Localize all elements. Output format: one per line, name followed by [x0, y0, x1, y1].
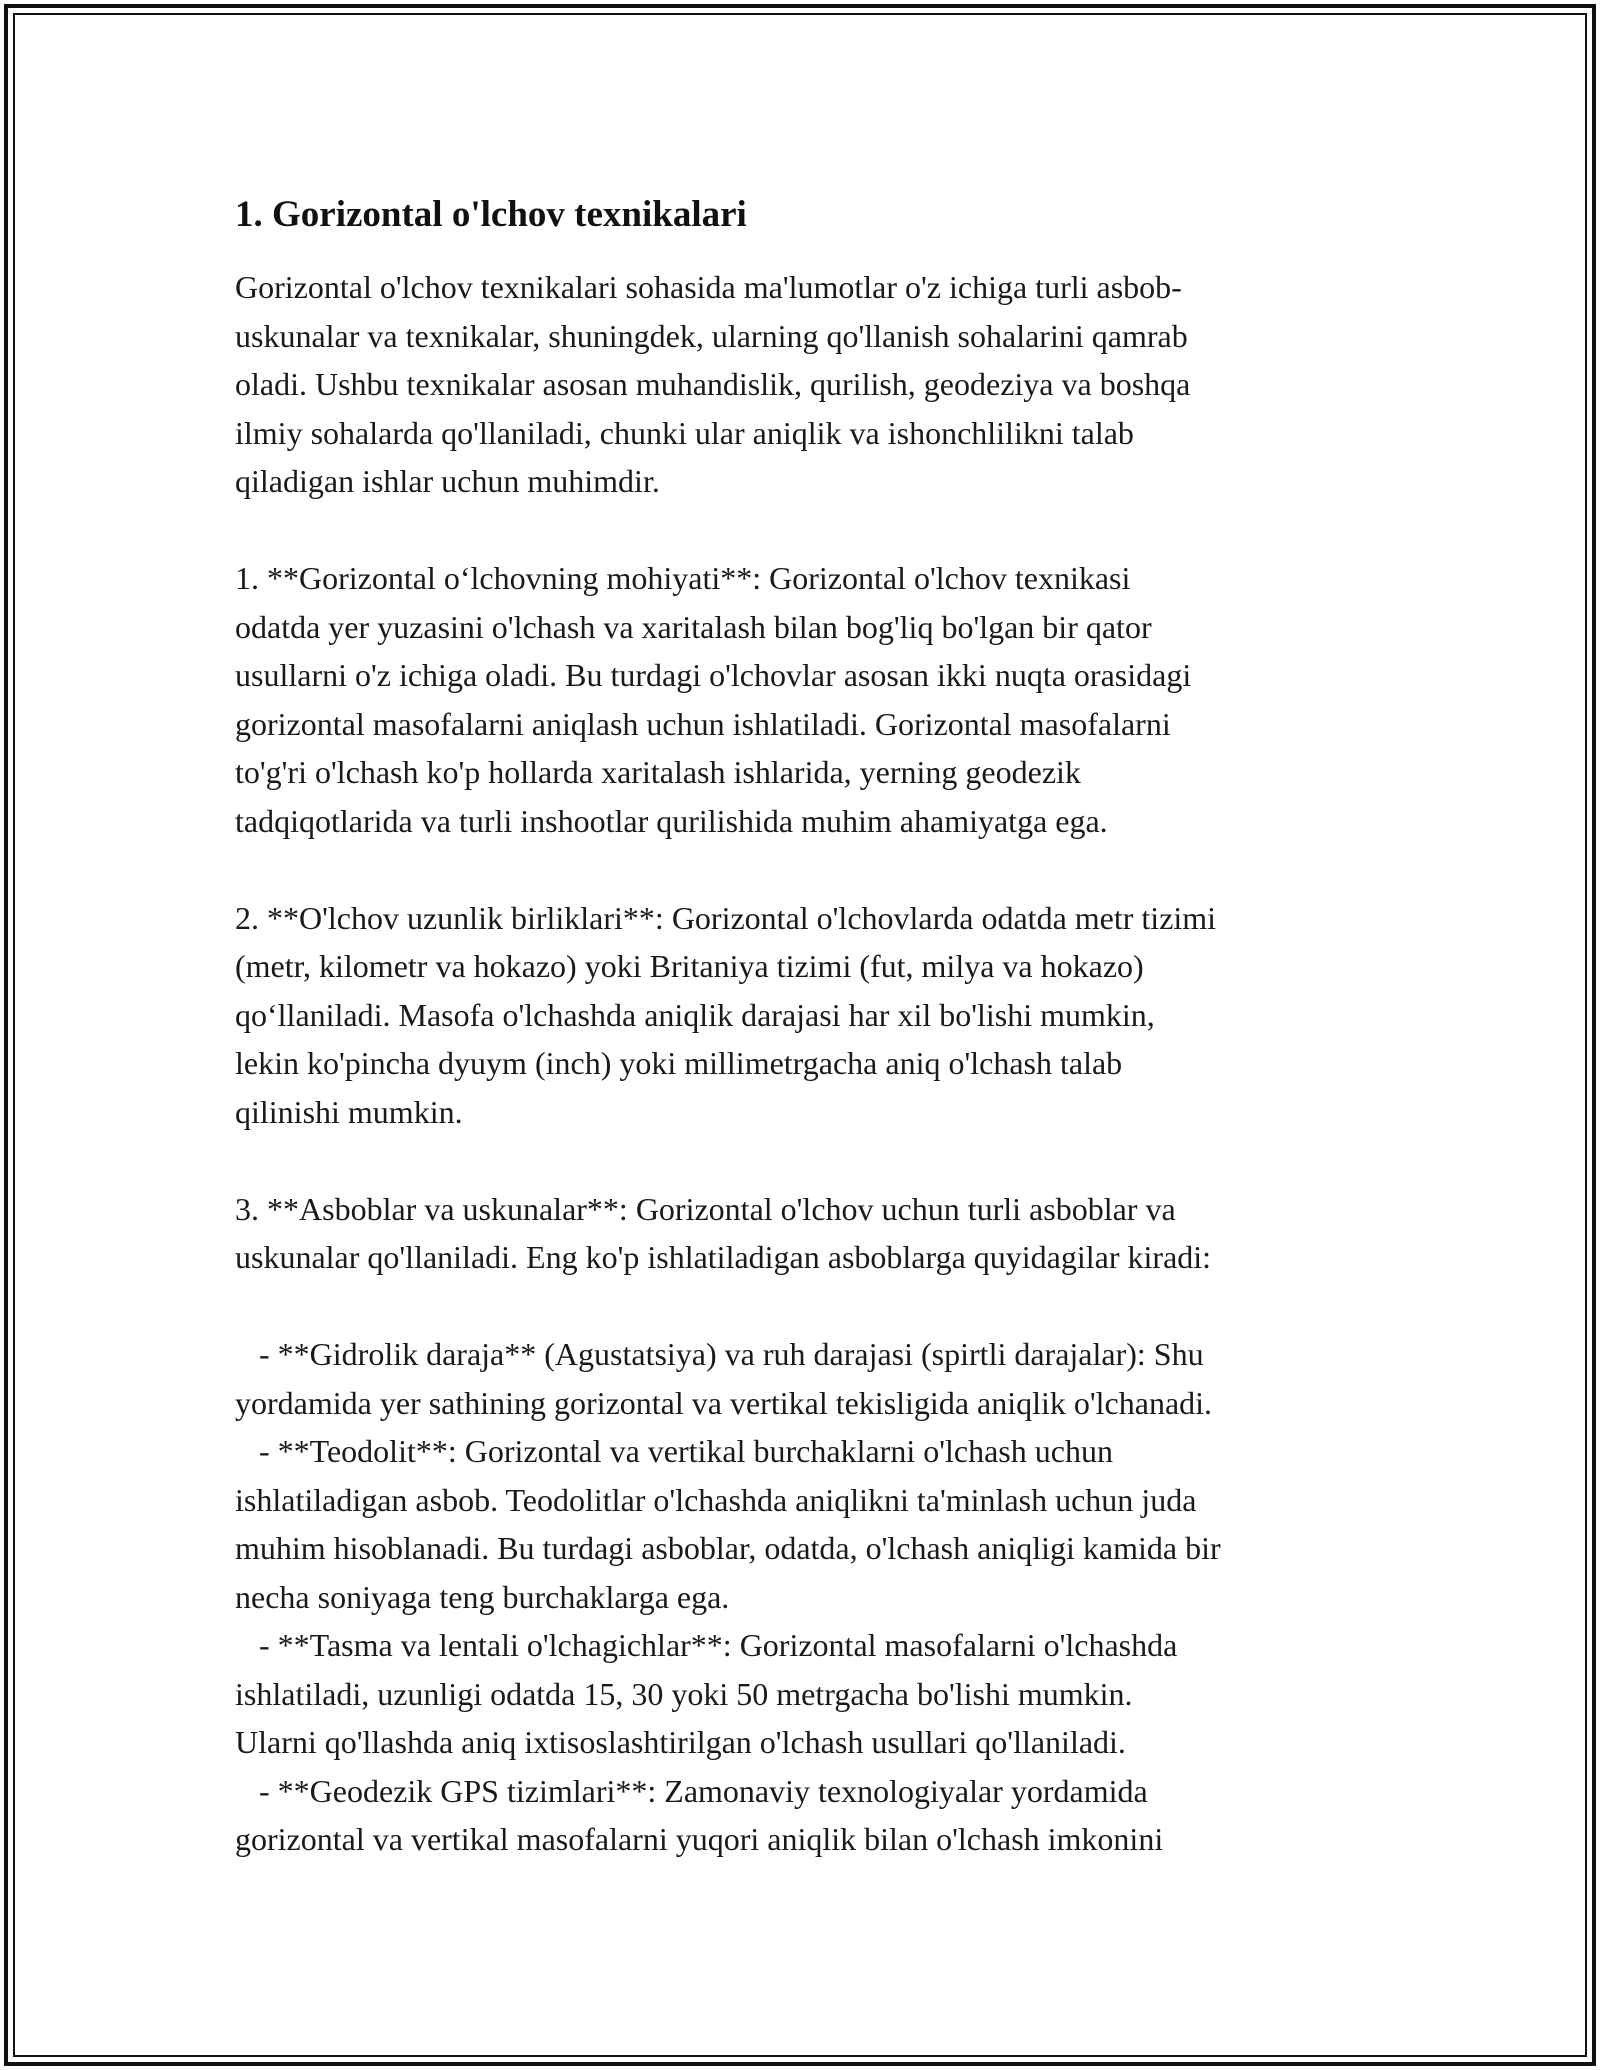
paragraph-gap — [235, 506, 1395, 555]
sub-item-gps: - **Geodezik GPS tizimlari**: Zamonaviy texnologiyalar yordamida gorizontal va vertikal masofalarni yuqori aniqlik bilan o'lchash imkonini — [235, 1772, 1164, 1857]
list-item-2: 2. **O'lchov uzunlik birliklari**: Gorizontal o'lchovlarda odatda metr tizimi (metr, kilometr va hokazo) yoki Britaniya tizimi (fut, milya va hokazo) qo‘llaniladi. Masofa o'lchashda aniqlik darajasi har xil bo'lishi mumkin, lekin ko'pincha dyuym (inch) yoki millimetrgacha aniq o'lchash talab qilinishi mumkin. — [235, 899, 1217, 1130]
section-heading: 1. Gorizontal o'lchov texnikalari — [235, 194, 747, 235]
list-item-1: 1. **Gorizontal o‘lchovning mohiyati**: Gorizontal o'lchov texnikasi odatda yer yuzasini o'lchash va xaritalash bilan bog'liq bo'lgan bir qator usullarni o'z ichiga oladi. Bu turdagi o'lchovlar asosan ikki nuqta orasidagi gorizontal masofalarni aniqlash uchun ishlatiladi. Gorizontal masofalarni to'g'ri o'lchash ko'p hollarda xaritalash ishlarida, yerning geodezik tadqiqotlarida va turli inshootlar qurilishida muhim ahamiyatga ega. — [235, 560, 1192, 839]
sub-item-teodolit: - **Teodolit**: Gorizontal va vertikal burchaklarni o'lchash uchun ishlatiladigan asbob. Teodolitlar o'lchashda aniqlikni ta'minlash uchun juda muhim hisoblanadi. Bu turdagi asboblar, odatda, o'lchash aniqligi kamida bir necha soniyaga teng burchaklarga ega. — [235, 1433, 1221, 1615]
document-body — [235, 185, 1395, 1864]
intro-paragraph: Gorizontal o'lchov texnikalari sohasida ma'lumotlar o'z ichiga turli asbob- uskunalar va texnikalar, shuningdek, ularning qo'llanish sohalarini qamrab oladi. Ushbu texnikalar asosan muhandislik, qurilish, geodeziya va boshqa ilmiy sohalarda qo'llaniladi, chunki ular aniqlik va ishonchlilikni talab qiladigan ishlar uchun muhimdir. — [235, 269, 1191, 499]
sub-item-gidrolik-daraja: - **Gidrolik daraja** (Agustatsiya) va ruh darajasi (spirtli darajalar): Shu yordamida yer sathining gorizontal va vertikal tekisligida aniqlik o'lchanadi. — [235, 1336, 1213, 1421]
sub-item-tasma: - **Tasma va lentali o'lchagichlar**: Gorizontal masofalarni o'lchashda ishlatiladi, uzunligi odatda 15, 30 yoki 50 metrgacha bo'lishi mumkin. Ularni qo'llashda aniq ixtisoslashtirilgan o'lchash usullari qo'llaniladi. — [235, 1627, 1178, 1760]
paragraph-gap — [235, 1282, 1395, 1331]
paragraph-gap — [235, 1136, 1395, 1185]
list-item-3: 3. **Asboblar va uskunalar**: Gorizontal o'lchov uchun turli asboblar va uskunalar qo'llaniladi. Eng ko'p ishlatiladigan asboblarga quyidagilar kiradi: — [235, 1190, 1212, 1275]
paragraph-gap — [235, 845, 1395, 894]
